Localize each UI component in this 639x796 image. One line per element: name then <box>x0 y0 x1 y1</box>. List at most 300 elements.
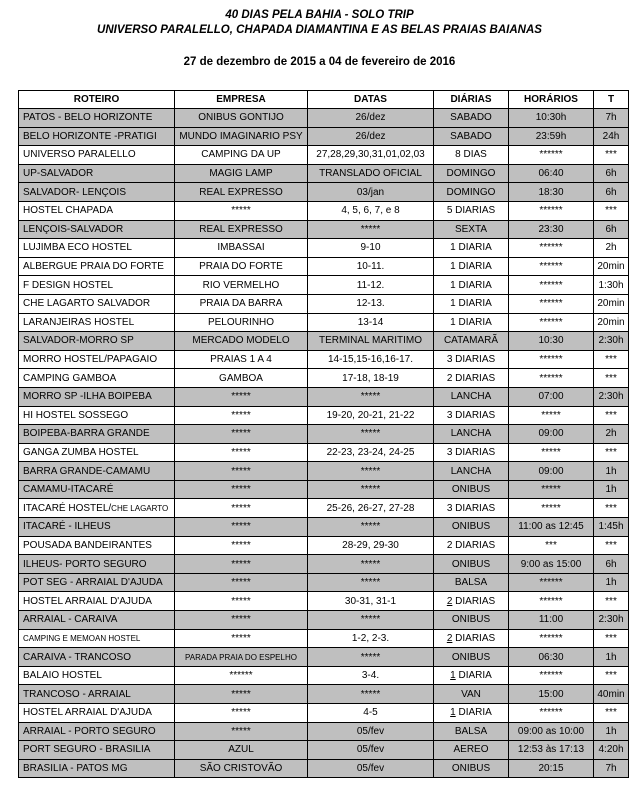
cell-duration-text: 1h <box>605 651 617 663</box>
table-row <box>19 443 629 462</box>
cell-roteiro <box>19 164 175 183</box>
cell-horarios-text: 10:30 <box>538 335 564 347</box>
cell-horarios <box>509 704 594 723</box>
cell-empresa-text: PARADA PRAIA DO ESPELHO <box>185 652 297 662</box>
cell-roteiro-text: MORRO HOSTEL/PAPAGAIO <box>23 354 158 366</box>
cell-horarios-text: ****** <box>539 316 563 328</box>
cell-datas-text: 14-15,15-16,16-17. <box>327 354 414 366</box>
table-row <box>19 759 629 778</box>
cell-horarios <box>509 201 594 220</box>
cell-datas <box>308 387 434 406</box>
cell-duration-text: 7h <box>605 112 617 124</box>
cell-duration-text: *** <box>605 149 617 161</box>
cell-roteiro-text: LENÇOIS-SALVADOR <box>23 223 124 235</box>
cell-empresa <box>175 350 308 369</box>
cell-empresa <box>175 555 308 574</box>
table-body <box>19 109 629 778</box>
cell-empresa <box>175 536 308 555</box>
cell-diarias <box>434 685 509 704</box>
cell-diarias-text: CATAMARÃ <box>443 335 499 347</box>
cell-diarias-text: ONIBUS <box>451 558 491 570</box>
cell-empresa-text: MERCADO MODELO <box>192 335 290 347</box>
cell-datas-text: ***** <box>360 651 381 663</box>
cell-roteiro-text: BRASILIA - PATOS MG <box>23 763 128 775</box>
cell-horarios-text: 07:00 <box>538 391 564 403</box>
cell-duration <box>594 127 629 146</box>
cell-horarios-text: ***** <box>541 446 561 458</box>
cell-roteiro-text: CAMPING GAMBOA <box>23 372 117 384</box>
cell-horarios <box>509 741 594 760</box>
cell-datas-text: TERMINAL MARITIMO <box>319 335 422 347</box>
cell-empresa <box>175 666 308 685</box>
cell-horarios-text: ****** <box>539 279 563 291</box>
header-datas: DATAS <box>308 91 434 109</box>
cell-datas-text: 4, 5, 6, 7, e 8 <box>341 205 400 217</box>
cell-duration-text: 20min <box>597 298 625 310</box>
cell-empresa <box>175 499 308 518</box>
cell-empresa <box>175 592 308 611</box>
cell-datas <box>308 332 434 351</box>
cell-roteiro-text: CHE LAGARTO SALVADOR <box>23 298 151 310</box>
diarias-count: 2 <box>446 632 453 644</box>
cell-roteiro-suffix: CHE LAGARTO <box>111 503 169 513</box>
cell-diarias-text: 1 DIARIA <box>450 261 492 273</box>
cell-horarios <box>509 722 594 741</box>
cell-duration <box>594 294 629 313</box>
cell-empresa-text: ***** <box>231 428 251 440</box>
cell-horarios <box>509 685 594 704</box>
cell-diarias <box>434 759 509 778</box>
cell-roteiro-text: MORRO SP -ILHA BOIPEBA <box>23 391 152 403</box>
cell-empresa <box>175 685 308 704</box>
cell-horarios-text: 18:30 <box>538 186 564 198</box>
cell-horarios <box>509 462 594 481</box>
cell-datas <box>308 685 434 704</box>
cell-roteiro-text: UNIVERSO PARALELLO <box>23 149 136 161</box>
cell-diarias <box>434 313 509 332</box>
cell-diarias <box>434 146 509 165</box>
cell-horarios <box>509 257 594 276</box>
cell-datas-text: ***** <box>360 688 381 700</box>
cell-datas <box>308 666 434 685</box>
cell-roteiro <box>19 648 175 667</box>
cell-roteiro <box>19 443 175 462</box>
cell-roteiro <box>19 573 175 592</box>
cell-roteiro <box>19 759 175 778</box>
cell-duration-text: 4:20h <box>598 744 624 756</box>
cell-datas-text: 10-11. <box>356 261 385 273</box>
cell-datas <box>308 704 434 723</box>
cell-datas-text: 4-5 <box>363 707 378 719</box>
table-header-row <box>19 91 629 109</box>
cell-datas <box>308 536 434 555</box>
cell-roteiro-text: CAMPING E MEMOAN HOSTEL <box>23 633 141 643</box>
cell-diarias <box>434 183 509 202</box>
cell-datas-text: 30-31, 31-1 <box>344 595 397 607</box>
cell-horarios <box>509 164 594 183</box>
cell-roteiro-text: ARRAIAL - CARAIVA <box>23 614 118 626</box>
cell-duration-text: *** <box>605 409 617 421</box>
table-row <box>19 499 629 518</box>
cell-datas <box>308 127 434 146</box>
cell-roteiro <box>19 350 175 369</box>
cell-horarios <box>509 387 594 406</box>
table-row <box>19 387 629 406</box>
cell-duration <box>594 109 629 128</box>
cell-diarias-text: SEXTA <box>454 223 488 235</box>
cell-duration <box>594 313 629 332</box>
diarias-label: DIARIAS <box>452 595 496 607</box>
cell-empresa-text: ***** <box>231 688 251 700</box>
cell-horarios <box>509 406 594 425</box>
cell-empresa-text: REAL EXPRESSO <box>199 223 283 235</box>
cell-roteiro-text: BARRA GRANDE-CAMAMU <box>23 465 151 477</box>
cell-roteiro-text: ITACARÉ - ILHEUS <box>23 521 111 533</box>
cell-empresa-text: ONIBUS GONTIJO <box>198 112 284 124</box>
cell-horarios-text: 06:40 <box>538 168 564 180</box>
header-diarias: DIÁRIAS <box>434 91 509 109</box>
diarias-label: DIARIA <box>455 670 492 682</box>
cell-datas <box>308 499 434 518</box>
cell-roteiro <box>19 536 175 555</box>
cell-roteiro <box>19 685 175 704</box>
table-row <box>19 164 629 183</box>
cell-diarias <box>434 555 509 574</box>
cell-horarios <box>509 146 594 165</box>
cell-empresa <box>175 276 308 295</box>
cell-duration <box>594 146 629 165</box>
cell-duration-text: 2:30h <box>598 335 624 347</box>
cell-datas <box>308 759 434 778</box>
cell-empresa-text: GAMBOA <box>219 372 263 384</box>
cell-horarios <box>509 127 594 146</box>
table-row <box>19 294 629 313</box>
header-empresa: EMPRESA <box>175 91 308 109</box>
table-row <box>19 183 629 202</box>
cell-diarias-text: 2 DIARIAS <box>446 372 496 384</box>
cell-roteiro <box>19 127 175 146</box>
cell-duration <box>594 369 629 388</box>
cell-horarios-text: 23:30 <box>538 223 564 235</box>
cell-datas <box>308 425 434 444</box>
table-row <box>19 592 629 611</box>
table-row <box>19 276 629 295</box>
cell-duration <box>594 332 629 351</box>
cell-horarios <box>509 555 594 574</box>
cell-duration-text: *** <box>605 539 617 551</box>
cell-diarias-text: ONIBUS <box>451 484 491 496</box>
cell-diarias <box>434 592 509 611</box>
cell-diarias-text: BALSA <box>454 577 488 589</box>
cell-empresa <box>175 220 308 239</box>
cell-empresa <box>175 164 308 183</box>
cell-duration <box>594 480 629 499</box>
cell-empresa-text: ****** <box>229 670 253 682</box>
cell-datas-text: ***** <box>360 558 381 570</box>
cell-horarios <box>509 109 594 128</box>
cell-diarias <box>434 369 509 388</box>
diarias-label: DIARIAS <box>452 632 496 644</box>
cell-empresa-text: MUNDO IMAGINARIO PSY <box>179 130 303 142</box>
cell-roteiro-text: PATOS - BELO HORIZONTE <box>23 112 153 124</box>
diarias-count: 2 <box>446 595 453 607</box>
cell-diarias-text: 1 DIARIA <box>450 298 492 310</box>
cell-diarias <box>434 443 509 462</box>
cell-horarios <box>509 480 594 499</box>
cell-roteiro <box>19 387 175 406</box>
cell-datas <box>308 629 434 648</box>
cell-duration <box>594 443 629 462</box>
cell-duration-text: 6h <box>605 223 617 235</box>
cell-empresa <box>175 443 308 462</box>
cell-diarias-text <box>450 707 492 718</box>
cell-diarias <box>434 573 509 592</box>
cell-empresa <box>175 183 308 202</box>
cell-diarias <box>434 462 509 481</box>
cell-diarias <box>434 220 509 239</box>
cell-duration-text: *** <box>605 446 617 458</box>
cell-horarios-text: 09:00 <box>538 428 564 440</box>
cell-empresa-text: ***** <box>231 614 251 626</box>
cell-empresa <box>175 425 308 444</box>
cell-roteiro <box>19 480 175 499</box>
cell-datas-text: 25-26, 26-27, 27-28 <box>326 502 415 514</box>
cell-duration-text: 24h <box>602 130 620 142</box>
cell-horarios <box>509 350 594 369</box>
cell-diarias-text: SABADO <box>450 130 492 142</box>
table-row <box>19 629 629 648</box>
cell-datas-text: ***** <box>360 521 381 533</box>
cell-roteiro <box>19 369 175 388</box>
cell-diarias-text: 3 DIARIAS <box>446 409 496 421</box>
cell-diarias-text <box>447 633 495 644</box>
cell-datas-text: ***** <box>360 465 381 477</box>
table-row <box>19 406 629 425</box>
cell-diarias-text: ONIBUS <box>451 651 491 663</box>
cell-roteiro-text: UP-SALVADOR <box>23 168 94 180</box>
cell-empresa <box>175 518 308 537</box>
cell-duration <box>594 592 629 611</box>
cell-empresa <box>175 648 308 667</box>
cell-diarias <box>434 239 509 258</box>
cell-duration-text: *** <box>605 632 617 644</box>
cell-roteiro <box>19 406 175 425</box>
cell-horarios <box>509 573 594 592</box>
cell-datas <box>308 369 434 388</box>
cell-datas-text: 26/dez <box>355 112 386 124</box>
cell-empresa <box>175 313 308 332</box>
cell-roteiro <box>19 257 175 276</box>
cell-roteiro <box>19 611 175 630</box>
cell-horarios <box>509 239 594 258</box>
cell-datas <box>308 592 434 611</box>
cell-roteiro-text: BOIPEBA-BARRA GRANDE <box>23 428 150 440</box>
cell-datas <box>308 109 434 128</box>
cell-horarios-text: ****** <box>539 261 563 273</box>
cell-empresa-text: MAGIG LAMP <box>209 168 273 180</box>
cell-diarias <box>434 704 509 723</box>
cell-duration-text: *** <box>605 372 617 384</box>
cell-datas <box>308 201 434 220</box>
table-row <box>19 201 629 220</box>
cell-horarios-text: ****** <box>539 577 563 589</box>
cell-datas <box>308 220 434 239</box>
cell-horarios-text: 11:00 <box>538 614 564 626</box>
cell-diarias-text: SABADO <box>450 112 492 124</box>
cell-roteiro-text: SALVADOR- LENÇOIS <box>23 186 126 198</box>
cell-horarios-text: ****** <box>539 298 563 310</box>
cell-horarios <box>509 313 594 332</box>
cell-empresa-text: ***** <box>231 707 251 719</box>
cell-empresa-text: ***** <box>231 595 251 607</box>
table-row <box>19 685 629 704</box>
cell-duration <box>594 201 629 220</box>
cell-datas-text: 17-18, 18-19 <box>342 372 399 384</box>
cell-diarias <box>434 611 509 630</box>
cell-roteiro <box>19 741 175 760</box>
cell-roteiro <box>19 183 175 202</box>
table-row <box>19 704 629 723</box>
header-t: T <box>594 91 629 109</box>
cell-datas <box>308 313 434 332</box>
cell-horarios-text: ***** <box>541 409 561 421</box>
cell-roteiro-text: TRANCOSO - ARRAIAL <box>23 688 131 700</box>
cell-empresa <box>175 741 308 760</box>
table-row <box>19 555 629 574</box>
cell-duration-text: 1h <box>605 725 617 737</box>
cell-datas-text: 28-29, 29-30 <box>342 539 399 551</box>
header-roteiro: ROTEIRO <box>19 91 175 109</box>
cell-duration <box>594 685 629 704</box>
cell-roteiro <box>19 313 175 332</box>
cell-duration-text: 2h <box>605 428 617 440</box>
itinerary-table <box>18 90 629 778</box>
cell-roteiro <box>19 425 175 444</box>
table-row <box>19 127 629 146</box>
cell-horarios-text: 10:30h <box>535 112 567 124</box>
cell-duration-text: 6h <box>605 186 617 198</box>
cell-empresa <box>175 406 308 425</box>
cell-horarios-text: ****** <box>539 205 563 217</box>
cell-horarios <box>509 425 594 444</box>
cell-roteiro-text: SALVADOR-MORRO SP <box>23 335 134 347</box>
cell-horarios <box>509 369 594 388</box>
cell-horarios-text: 09:00 as 10:00 <box>517 725 585 737</box>
cell-empresa-text: ***** <box>231 632 251 644</box>
cell-roteiro <box>19 294 175 313</box>
cell-horarios-text: 06:30 <box>538 651 564 663</box>
cell-roteiro <box>19 704 175 723</box>
cell-roteiro-text: HOSTEL ARRAIAL D'AJUDA <box>23 707 152 719</box>
cell-duration <box>594 666 629 685</box>
cell-roteiro-text: BELO HORIZONTE -PRATIGI <box>23 130 157 142</box>
cell-datas <box>308 555 434 574</box>
cell-horarios <box>509 629 594 648</box>
cell-duration <box>594 759 629 778</box>
cell-diarias-text: LANCHA <box>450 465 492 477</box>
cell-datas <box>308 164 434 183</box>
cell-duration <box>594 350 629 369</box>
cell-roteiro <box>19 332 175 351</box>
cell-duration-text: 1h <box>605 465 617 477</box>
cell-empresa <box>175 127 308 146</box>
cell-diarias <box>434 164 509 183</box>
cell-duration-text: 7h <box>605 763 617 775</box>
cell-diarias <box>434 480 509 499</box>
cell-empresa-text: ***** <box>231 539 251 551</box>
cell-duration-text: 1:30h <box>598 279 624 291</box>
cell-empresa-text: CAMPING DA UP <box>201 149 281 161</box>
cell-diarias-text <box>447 596 495 607</box>
cell-diarias <box>434 425 509 444</box>
cell-roteiro-text: HOSTEL ARRAIAL D'AJUDA <box>23 595 152 607</box>
cell-roteiro-text: BALAIO HOSTEL <box>23 670 102 682</box>
diarias-count: 1 <box>450 670 456 682</box>
cell-datas <box>308 183 434 202</box>
cell-empresa <box>175 146 308 165</box>
cell-empresa <box>175 629 308 648</box>
cell-duration-text: *** <box>605 707 617 719</box>
cell-duration <box>594 239 629 258</box>
cell-datas <box>308 257 434 276</box>
cell-duration-text: *** <box>605 354 617 366</box>
cell-roteiro <box>19 146 175 165</box>
table-row <box>19 350 629 369</box>
cell-duration <box>594 406 629 425</box>
cell-empresa-text: ***** <box>231 484 251 496</box>
cell-horarios-text: 11:00 as 12:45 <box>518 521 584 533</box>
cell-roteiro-text: CARAIVA - TRANCOSO <box>23 651 131 663</box>
cell-datas-text: 03/jan <box>356 186 385 198</box>
cell-roteiro <box>19 722 175 741</box>
diarias-label: DIARIA <box>455 707 492 719</box>
cell-diarias <box>434 109 509 128</box>
cell-roteiro <box>19 555 175 574</box>
cell-duration-text: *** <box>605 670 617 682</box>
cell-datas <box>308 350 434 369</box>
cell-diarias-text: 5 DIARIAS <box>446 205 496 217</box>
cell-empresa-text: ***** <box>231 725 251 737</box>
cell-duration-text: 6h <box>605 558 617 570</box>
cell-duration-text: 6h <box>605 168 617 180</box>
cell-roteiro <box>19 220 175 239</box>
cell-empresa <box>175 462 308 481</box>
cell-empresa-text: PRAIAS 1 A 4 <box>210 354 272 366</box>
cell-empresa <box>175 573 308 592</box>
cell-datas-text: 05/fev <box>356 763 385 775</box>
cell-datas <box>308 722 434 741</box>
cell-duration-text: 2h <box>605 242 617 254</box>
diarias-count: 1 <box>450 707 456 719</box>
cell-datas-text: 05/fev <box>356 725 385 737</box>
cell-diarias <box>434 629 509 648</box>
cell-datas-text: 9-10 <box>360 242 381 254</box>
cell-diarias <box>434 536 509 555</box>
cell-roteiro <box>19 499 175 518</box>
table-row <box>19 611 629 630</box>
cell-diarias <box>434 201 509 220</box>
table-row <box>19 462 629 481</box>
cell-datas-text: 19-20, 20-21, 21-22 <box>326 409 415 421</box>
cell-empresa-text: ***** <box>231 558 251 570</box>
cell-empresa <box>175 704 308 723</box>
cell-roteiro-text: HOSTEL CHAPADA <box>23 205 114 217</box>
cell-datas-text: ***** <box>360 484 381 496</box>
cell-duration <box>594 573 629 592</box>
cell-roteiro-text: ITACARÉ HOSTEL/ <box>23 502 112 514</box>
date-range: 27 de dezembro de 2015 a 04 de fevereiro de 2016 <box>183 56 456 68</box>
cell-empresa <box>175 332 308 351</box>
